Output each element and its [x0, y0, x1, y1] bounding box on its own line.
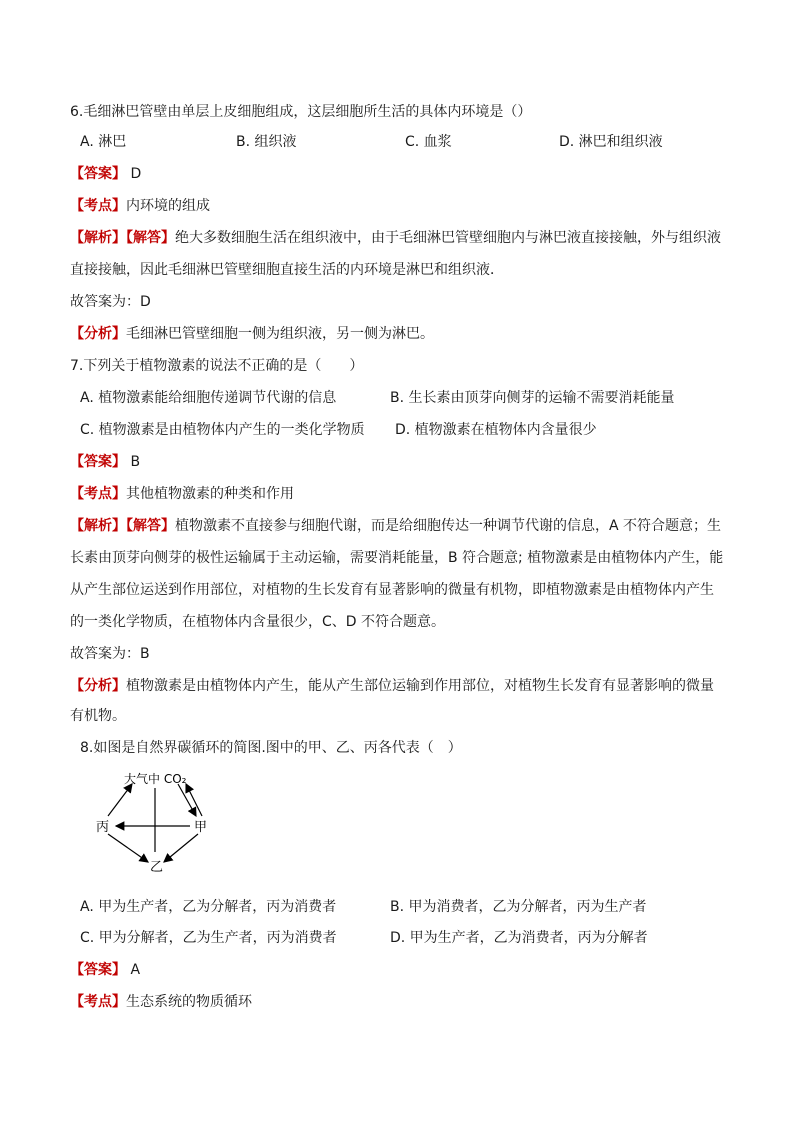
q7-analysis: 【解析】【解答】植物激素不直接参与细胞代谢，而是给细胞传达一种调节代谢的信息，A 不符合题意；生: [70, 518, 722, 534]
q7-question: 7.下列关于植物激素的说法不正确的是（ ）: [70, 358, 364, 374]
q6-note: 【分析】毛细淋巴管壁细胞一侧为组织液，另一侧为淋巴。: [70, 326, 434, 342]
q6-option-c: C. 血浆: [405, 134, 452, 150]
diagram-arrow-jia-to-co2: [186, 784, 202, 816]
diagram-arrow-jia-to-yi: [164, 834, 198, 862]
q7-option-b: B. 生长素由顶芽向侧芽的运输不需要消耗能量: [390, 390, 675, 406]
q8-option-d: D. 甲为生产者，乙为消费者，丙为分解者: [390, 930, 648, 946]
q7-point: 【考点】其他植物激素的种类和作用: [70, 486, 294, 502]
diagram-label-bottom: 乙: [150, 860, 164, 872]
q7-final-answer: 故答案为：B: [70, 646, 150, 662]
q8-option-b: B. 甲为消费者，乙为分解者，丙为生产者: [390, 899, 647, 915]
q6-final-answer: 故答案为：D: [70, 294, 151, 310]
q6-answer: 【答案】 D: [70, 166, 142, 182]
q8-answer: 【答案】 A: [70, 962, 141, 978]
q6-analysis-cont: 直接接触，因此毛细淋巴管壁细胞直接生活的内环境是淋巴和组织液．: [70, 262, 504, 278]
carbon-cycle-diagram: [96, 772, 226, 872]
q7-analysis-cont-1: 长素由顶芽向侧芽的极性运输属于主动运输，需要消耗能量，B 符合题意; 植物激素是由植物体内产生，能: [70, 550, 724, 566]
diagram-arrow-bing-to-co2: [108, 784, 132, 816]
diagram-label-top: 大气中 CO₂: [124, 772, 187, 786]
diagram-label-left: 丙: [96, 820, 110, 835]
q7-analysis-cont-3: 的一类化学物质，在植物体内含量很少，C、D 不符合题意。: [70, 614, 446, 630]
diagram-label-right: 甲: [194, 820, 208, 835]
q7-note: 【分析】植物激素是由植物体内产生，能从产生部位运输到作用部位，对植物生长发育有显著影响的微量: [70, 678, 714, 694]
q6-option-b: B. 组织液: [236, 134, 297, 150]
q8-option-c: C. 甲为分解者，乙为生产者，丙为消费者: [80, 930, 337, 946]
q8-option-a: A. 甲为生产者，乙为分解者，丙为消费者: [80, 899, 337, 915]
diagram-arrow-bing-to-yi: [108, 834, 148, 862]
q7-answer: 【答案】 B: [70, 454, 141, 470]
diagram-arrow-co2-to-jia: [178, 784, 196, 816]
q6-option-d: D. 淋巴和组织液: [559, 134, 663, 150]
q7-analysis-cont-2: 从产生部位运送到作用部位，对植物的生长发育有显著影响的微量有机物，即植物激素是由植物体内产生: [70, 582, 714, 598]
q8-question: 8.如图是自然界碳循环的简图.图中的甲、乙、丙各代表（ ）: [80, 740, 462, 756]
q7-option-a: A. 植物激素能给细胞传递调节代谢的信息: [80, 390, 337, 406]
q6-option-a: A. 淋巴: [80, 134, 127, 150]
q7-option-d: D. 植物激素在植物体内含量很少: [395, 422, 597, 438]
q6-question: 6.毛细淋巴管壁由单层上皮细胞组成，这层细胞所生活的具体内环境是（）: [70, 104, 532, 120]
q7-option-c: C. 植物激素是由植物体内产生的一类化学物质: [80, 422, 365, 438]
q6-analysis: 【解析】【解答】绝大多数细胞生活在组织液中，由于毛细淋巴管壁细胞内与淋巴液直接接触，外与组织液: [70, 230, 721, 246]
q7-note-cont: 有机物。: [70, 708, 126, 724]
q8-point: 【考点】生态系统的物质循环: [70, 994, 252, 1010]
q6-point: 【考点】内环境的组成: [70, 198, 210, 214]
